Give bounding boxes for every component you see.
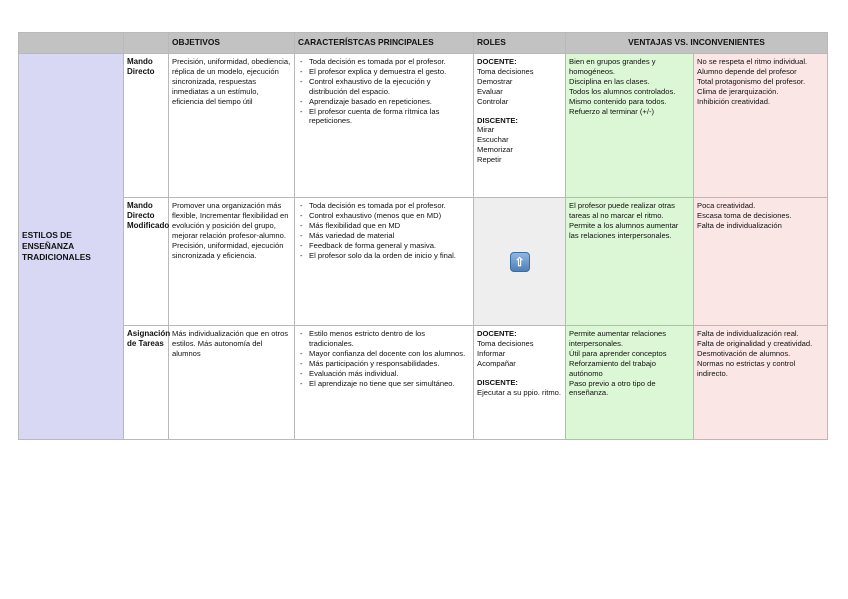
table-row [19,326,828,440]
row-name: Mando Directo Modificado [124,198,169,326]
ventaja-item: Bien en grupos grandes y homogéneos. [569,57,656,76]
ventaja-item: Mismo contenido para todos. [569,96,667,106]
objetivos-cell: Más individualización que en otros estilos. Más autonomía del alumnos [169,326,295,440]
list-item: - Más variedad de material [298,231,470,241]
caracteristicas-cell [295,198,474,326]
ventaja-item: Refuerzo al terminar (+/-) [569,106,655,116]
ventaja-item: Permite aumentar relaciones interpersonales. [569,329,667,348]
header-caracteristicas: CARACTERÍSTCAS PRINCIPALES [295,33,474,54]
caracteristicas-cell [295,326,474,440]
table-row [19,54,828,198]
docente-label: DOCENTE: [477,57,517,66]
role-item: Ejecutar a su ppio. ritmo. [477,387,561,397]
roles-cell [474,54,566,198]
inconvenientes-cell [694,326,828,440]
group-label: ESTILOS DE ENSEÑANZA TRADICIONALES [19,54,124,440]
list-item: - Toda decisión es tomada por el profesor. [298,57,470,67]
ventaja-item: El profesor puede realizar otras tareas al no marcar el ritmo. [569,201,675,220]
list-item: - Mayor confianza del docente con los alumnos. [298,349,470,359]
docente-label: DOCENTE: [477,329,517,338]
header-row [19,33,828,54]
list-item: - El profesor explica y demuestra el gesto. [298,67,470,77]
role-item: Mirar [477,125,495,135]
discente-label: DISCENTE: [477,115,518,125]
list-item: - Toda decisión es tomada por el profesor. [298,201,470,211]
list-item: - Más participación y responsabilidades. [298,359,470,369]
list-item: - El profesor cuenta de forma rítmica las repeticiones. [298,107,470,127]
objetivos-cell: Precisión, uniformidad, obediencia, réplica de un modelo, ejecución sincronizada, respuestas inmediatas a un estímulo, eficiencia del tiempo útil [169,54,295,198]
table-row [19,198,828,326]
role-item: Memorizar [477,145,513,155]
upload-arrow-icon[interactable]: ⇧ [510,252,530,272]
list-item: - El profesor solo da la orden de inicio y final. [298,251,470,261]
role-item: Repetir [477,155,502,165]
teaching-styles-table [18,32,828,440]
header-blank [124,33,169,54]
inconveniente-item: Poca creatividad. [697,201,756,210]
role-item: Escuchar [477,135,509,145]
inconveniente-item: Alumno depende del profesor [697,66,797,76]
row-name: Mando Directo [124,54,169,198]
objetivos-cell: Promover una organización más flexible, Incrementar flexibilidad en evolución y posición del grupo, mejorar relación profesor-alumno. Precisión, uniformidad, ejecución sincronizada y eficiencia. [169,198,295,326]
header-blank [19,33,124,54]
header-roles: ROLES [474,33,566,54]
header-ventajas: VENTAJAS VS. INCONVENIENTES [566,33,828,54]
list-item: - Más flexibilidad que en MD [298,221,470,231]
list-item: - Control exhaustivo (menos que en MD) [298,211,470,221]
inconvenientes-cell [694,54,828,198]
inconveniente-item: Clima de jerarquización. [697,86,779,96]
ventaja-item: Útil para aprender conceptos [569,348,667,358]
list-item: - El aprendizaje no tiene que ser simultáneo. [298,379,470,389]
roles-cell [474,198,566,326]
ventajas-cell [566,326,694,440]
roles-cell [474,326,566,440]
inconveniente-item: Falta de individualización [697,220,782,230]
role-item: Evaluar [477,86,503,96]
ventajas-cell [566,198,694,326]
ventaja-item: Disciplina en las clases. [569,76,650,86]
ventaja-item: Reforzamiento del trabajo autónomo [569,358,656,378]
role-item: Acompañar [477,358,516,368]
discente-label: DISCENTE: [477,377,518,387]
caracteristicas-cell [295,54,474,198]
inconveniente-item: Falta de originalidad y creatividad. [697,338,813,348]
role-item: Demostrar [477,76,513,86]
list-item: - Aprendizaje basado en repeticiones. [298,97,470,107]
header-objetivos: OBJETIVOS [169,33,295,54]
role-item: Toma decisiones [477,66,534,76]
inconveniente-item: No se respeta el ritmo individual. [697,57,808,66]
inconveniente-item: Inhibición creatividad. [697,96,771,106]
inconveniente-item: Desmotivación de alumnos. [697,348,791,358]
role-item: Informar [477,348,506,358]
inconveniente-item: Escasa toma de decisiones. [697,210,792,220]
ventaja-item: Paso previo a otro tipo de enseñanza. [569,378,656,398]
list-item: - Estilo menos estricto dentro de los tradicionales. [298,329,470,349]
inconveniente-item: Normas no estrictas y control indirecto. [697,358,796,378]
list-item: - Evaluación más individual. [298,369,470,379]
role-item: Controlar [477,96,509,106]
ventajas-cell [566,54,694,198]
row-name: Asignación de Tareas [124,326,169,440]
list-item: - Feedback de forma general y masiva. [298,241,470,251]
role-item: Toma decisiones [477,338,534,348]
inconvenientes-cell [694,198,828,326]
inconveniente-item: Falta de individualización real. [697,329,799,338]
ventaja-item: Todos los alumnos controlados. [569,86,676,96]
ventaja-item: Permite a los alumnos aumentar las relaciones interpersonales. [569,220,679,240]
inconveniente-item: Total protagonismo del profesor. [697,76,806,86]
list-item: - Control exhaustivo de la ejecución y distribución del espacio. [298,77,470,97]
